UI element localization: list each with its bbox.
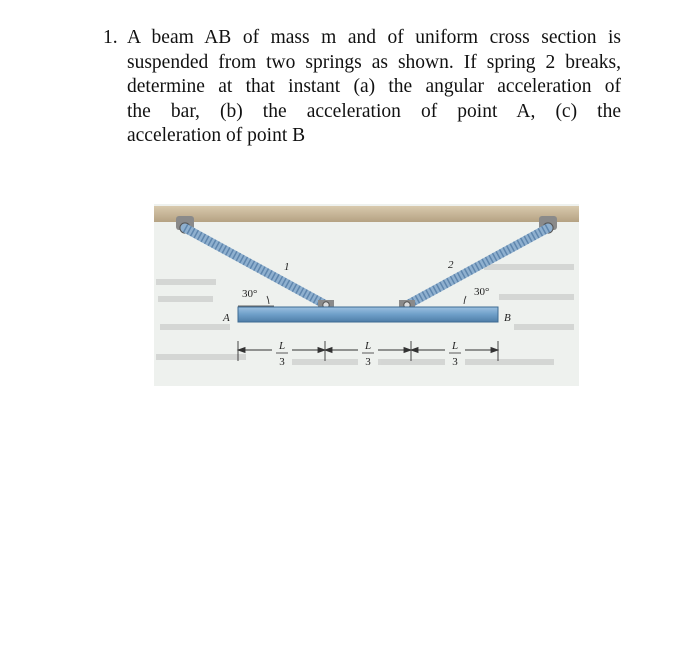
problem-line-3: determine at that instant (a) the angular acceleration of — [127, 76, 621, 98]
point-a-label: A — [223, 312, 230, 324]
dim-fraction-3 — [445, 339, 465, 369]
dim-3-numerator: L — [451, 340, 459, 352]
dim-1-denominator: 3 — [279, 356, 285, 368]
dim-fraction-1 — [272, 339, 292, 369]
problem-line-4: the bar, (b) the acceleration of point A, (c) the — [127, 100, 621, 122]
beam-spring-figure — [154, 204, 579, 386]
ceiling — [154, 206, 579, 222]
problem-line-2: suspended from two springs as shown. If spring 2 breaks, — [127, 51, 621, 73]
problem-line-5: acceleration of point B — [127, 125, 306, 147]
problem-line-1: A beam AB of mass m and of uniform cross section is — [127, 27, 621, 48]
dim-2-numerator: L — [364, 340, 372, 352]
angle-right-label: 30° — [474, 286, 490, 298]
dim-2-denominator: 3 — [365, 356, 371, 368]
spring-1-label: 1 — [284, 261, 290, 273]
dim-3-denominator: 3 — [452, 356, 458, 368]
spring-2-label: 2 — [448, 259, 454, 271]
problem-number: 1. — [103, 27, 118, 48]
angle-left-label: 30° — [242, 288, 258, 300]
figure-svg — [154, 204, 579, 386]
beam-ab — [238, 307, 498, 322]
dim-fraction-2 — [358, 339, 378, 369]
problem-statement — [103, 26, 621, 149]
point-b-label: B — [504, 312, 511, 324]
dim-1-numerator: L — [278, 340, 286, 352]
